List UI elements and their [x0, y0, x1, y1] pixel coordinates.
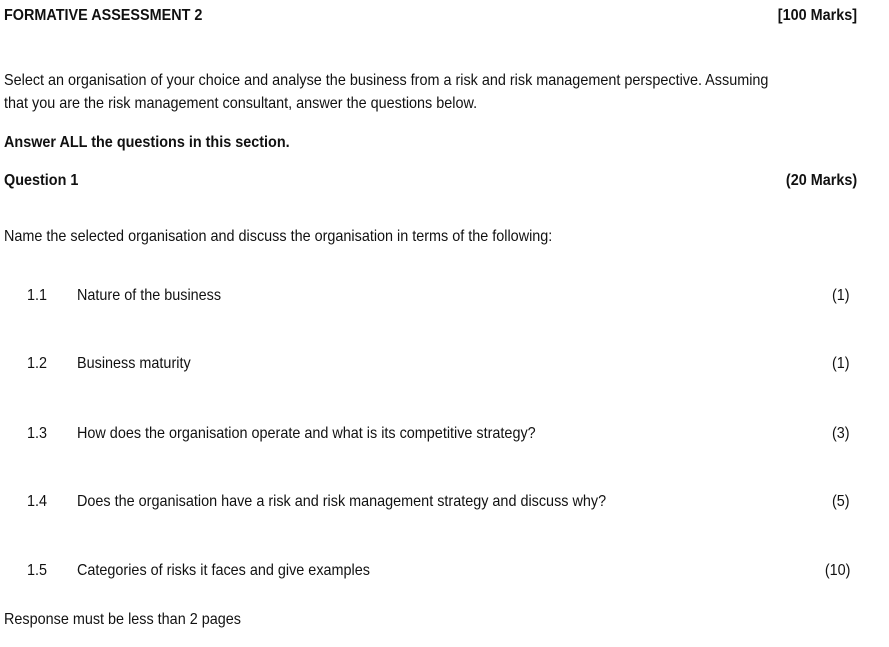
assessment-header [4, 5, 857, 27]
item-number: 1.5 [27, 562, 48, 579]
list-item [27, 491, 850, 513]
section-instruction: Answer ALL the questions in this section. [4, 134, 290, 151]
list-item [27, 353, 850, 375]
item-number: 1.3 [27, 425, 48, 442]
item-number: 1.1 [27, 287, 48, 304]
item-text: How does the organisation operate and what is its competitive strategy? [77, 425, 536, 442]
response-length-note: Response must be less than 2 pages [4, 611, 241, 628]
item-marks: (1) [832, 355, 850, 372]
item-marks: (10) [824, 562, 850, 579]
total-marks: [100 Marks] [777, 7, 857, 24]
question-label: Question 1 [4, 172, 79, 189]
item-text: Categories of risks it faces and give examples [77, 562, 370, 579]
item-text: Nature of the business [77, 287, 222, 304]
item-text: Business maturity [77, 355, 191, 372]
list-item [27, 560, 850, 582]
question-prompt: Name the selected organisation and discuss the organisation in terms of the following: [4, 228, 553, 245]
item-text: Does the organisation have a risk and risk management strategy and discuss why? [77, 493, 607, 510]
list-item [27, 285, 850, 307]
question-marks: (20 Marks) [785, 172, 857, 189]
item-marks: (5) [832, 493, 850, 510]
intro-paragraph: Select an organisation of your choice and analyse the business from a risk and risk management perspective. Assuming that you are the risk management consultant, answer the questions below. [4, 72, 769, 112]
assessment-title: FORMATIVE ASSESSMENT 2 [4, 7, 203, 24]
question-heading [4, 170, 857, 192]
list-item [27, 423, 850, 445]
item-marks: (1) [832, 287, 850, 304]
item-marks: (3) [832, 425, 850, 442]
item-number: 1.2 [27, 355, 48, 372]
item-number: 1.4 [27, 493, 48, 510]
